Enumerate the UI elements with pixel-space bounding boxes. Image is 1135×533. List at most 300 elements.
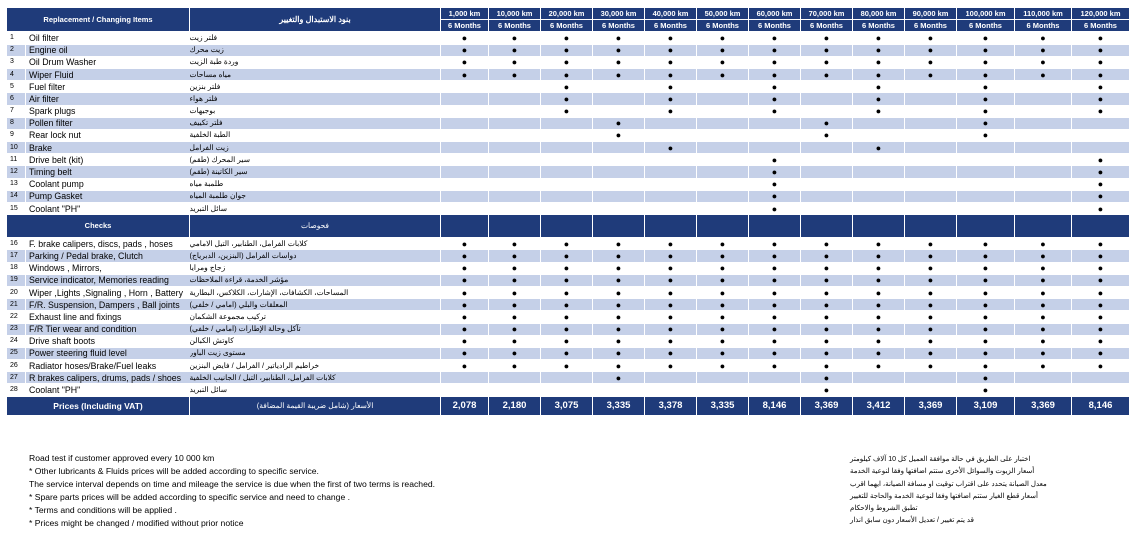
service-dot: ● [853,238,905,250]
months-header: 6 Months [853,20,905,32]
empty-cell [1015,129,1072,141]
item-name-ar: الطبة الخلفية [190,129,441,141]
empty-cell [801,166,853,178]
km-header: 1,000 km [441,8,489,20]
service-dot: ● [905,323,957,335]
service-dot: ● [957,81,1015,93]
row-number: 3 [7,56,26,68]
service-dot: ● [957,299,1015,311]
empty-cell [1015,154,1072,166]
service-dot: ● [853,347,905,359]
empty-cell [593,81,645,93]
row-number: 16 [7,238,26,250]
row-number: 5 [7,81,26,93]
months-header: 6 Months [489,20,541,32]
table-row [7,262,1130,274]
service-dot: ● [489,32,541,44]
empty-cell [1015,384,1072,396]
service-dot: ● [749,335,801,347]
table-row [7,56,1130,68]
service-dot: ● [905,44,957,56]
service-dot: ● [645,93,697,105]
empty-cell [749,372,801,384]
item-name-ar: فلتر تكييف [190,117,441,129]
service-dot: ● [801,347,853,359]
checks-header-body [7,215,1130,238]
row-number: 23 [7,323,26,335]
service-dot: ● [541,68,593,80]
service-dot: ● [441,347,489,359]
service-dot: ● [489,250,541,262]
item-name-ar: زيت محرك [190,44,441,56]
service-dot: ● [541,56,593,68]
service-dot: ● [697,238,749,250]
table-row [7,323,1130,335]
item-name-en: Engine oil [26,44,190,56]
months-header: 6 Months [645,20,697,32]
service-dot: ● [801,372,853,384]
service-dot: ● [645,274,697,286]
table-row [7,311,1130,323]
table-row [7,129,1130,141]
service-dot: ● [541,250,593,262]
empty-cell [489,166,541,178]
row-number: 25 [7,347,26,359]
prices-label-ar: الأسعار (شامل ضريبة القيمة المضافة) [190,396,441,415]
service-dot: ● [593,238,645,250]
empty-cell [489,372,541,384]
note-line: The service interval depends on time and mileage the service is due when the first of two terms is reached. [29,479,436,489]
item-name-en: Coolant "PH" [26,203,190,215]
table-row [7,190,1130,202]
empty-cell [489,190,541,202]
empty-cell [697,129,749,141]
row-number: 26 [7,360,26,372]
service-dot: ● [645,105,697,117]
table-row [7,335,1130,347]
service-dot: ● [441,68,489,80]
service-dot: ● [441,238,489,250]
service-dot: ● [1072,178,1130,190]
empty-cell [697,190,749,202]
service-dot: ● [441,286,489,298]
service-dot: ● [801,68,853,80]
empty-cell [697,142,749,154]
table-row [7,384,1130,396]
months-header: 6 Months [905,20,957,32]
empty-cell [957,178,1015,190]
service-dot: ● [697,262,749,274]
table-row [7,238,1130,250]
item-name-ar: فلتر هواء [190,93,441,105]
price-value: 8,146 [749,396,801,415]
service-dot: ● [905,32,957,44]
service-dot: ● [957,335,1015,347]
empty-cell [853,129,905,141]
service-dot: ● [905,360,957,372]
items-header-ar: بنود الاستبدال والتغيير [190,8,441,32]
empty-cell [541,166,593,178]
checks-header-ar: فحوصات [190,215,441,238]
table-row [7,32,1130,44]
service-dot: ● [489,335,541,347]
price-value: 3,369 [1015,396,1072,415]
empty-cell [801,190,853,202]
service-dot: ● [541,323,593,335]
km-header: 100,000 km [957,8,1015,20]
months-header: 6 Months [957,20,1015,32]
empty-cell [697,384,749,396]
service-dot: ● [489,323,541,335]
checks-header-row [7,215,1130,238]
item-name-en: Wiper ,Lights ,Signaling , Horn , Battery [26,286,190,298]
service-dot: ● [1015,238,1072,250]
service-dot: ● [1072,262,1130,274]
empty-cell [489,117,541,129]
item-name-en: F. brake calipers, discs, pads , hoses [26,238,190,250]
service-dot: ● [1015,56,1072,68]
item-name-en: Wiper Fluid [26,68,190,80]
item-name-en: Service indicator, Memories reading [26,274,190,286]
empty-cell [645,129,697,141]
table-row [7,44,1130,56]
service-dot: ● [645,68,697,80]
service-dot: ● [593,335,645,347]
header-row-km [7,8,1130,20]
empty-cell [441,203,489,215]
service-dot: ● [645,347,697,359]
service-dot: ● [1072,335,1130,347]
check-items-body [7,238,1130,396]
row-number: 10 [7,142,26,154]
note-line-ar: أسعار الزيوت والسوائل الأخرى ستتم اضافتها وفقا لنوعية الخدمة [850,468,1035,476]
empty-cell [697,166,749,178]
empty-cell [441,105,489,117]
service-dot: ● [645,81,697,93]
service-dot: ● [801,335,853,347]
service-dot: ● [645,238,697,250]
note-line: * Other lubricants & Fluids prices will be added according to specific service. [29,466,319,476]
service-dot: ● [749,32,801,44]
service-dot: ● [749,299,801,311]
empty-cell [541,142,593,154]
empty-cell [749,129,801,141]
item-name-en: Windows , Mirrors, [26,262,190,274]
empty-cell [489,93,541,105]
note-line-ar: أسعار قطع الغيار ستتم اضافتها وفقا لنوعية الخدمة والحاجة للتغيير [850,492,1038,500]
service-dot: ● [749,68,801,80]
row-number: 12 [7,166,26,178]
row-number: 7 [7,105,26,117]
service-dot: ● [541,286,593,298]
empty-cell [905,166,957,178]
table-row [7,154,1130,166]
service-dot: ● [489,274,541,286]
empty-cell [697,372,749,384]
service-dot: ● [697,250,749,262]
months-header: 6 Months [593,20,645,32]
price-value: 3,378 [645,396,697,415]
empty-cell [489,129,541,141]
service-dot: ● [697,274,749,286]
months-header: 6 Months [541,20,593,32]
service-dot: ● [801,299,853,311]
service-dot: ● [441,44,489,56]
table-row [7,372,1130,384]
note-line-ar: قد يتم تغيير / تعديل الأسعار دون سابق انذار [850,517,974,525]
empty-cell [905,93,957,105]
service-dot: ● [441,360,489,372]
empty-cell [441,117,489,129]
service-dot: ● [749,347,801,359]
table-row [7,286,1130,298]
price-value: 3,075 [541,396,593,415]
service-dot: ● [905,311,957,323]
service-dot: ● [749,203,801,215]
service-dot: ● [645,32,697,44]
item-name-ar: تركيب مجموعة الشكمان [190,311,441,323]
empty-cell [593,178,645,190]
table-row [7,142,1130,154]
service-dot: ● [1015,311,1072,323]
empty-cell [1015,105,1072,117]
service-dot: ● [1072,44,1130,56]
item-name-en: R brakes calipers, drums, pads / shoes [26,372,190,384]
service-dot: ● [697,286,749,298]
service-dot: ● [593,44,645,56]
service-dot: ● [541,238,593,250]
service-dot: ● [957,347,1015,359]
service-dot: ● [957,360,1015,372]
service-dot: ● [645,250,697,262]
empty-cell [593,384,645,396]
empty-cell [541,154,593,166]
service-dot: ● [749,81,801,93]
empty-cell [489,142,541,154]
note-line-ar: معدل الصيانة يتحدد على اقتراب توقيت او مسافة الصيانة، ايهما اقرب [850,480,1047,488]
empty-cell [489,178,541,190]
service-dot: ● [1015,347,1072,359]
empty-cell [1072,129,1130,141]
service-dot: ● [957,384,1015,396]
service-dot: ● [697,347,749,359]
empty-cell [441,166,489,178]
price-value: 3,369 [905,396,957,415]
empty-cell [441,154,489,166]
service-dot: ● [853,262,905,274]
item-name-ar: كلابات الفرامل، الطنابير، التيل الامامي [190,238,441,250]
empty-cell [541,372,593,384]
empty-cell [441,129,489,141]
service-dot: ● [441,32,489,44]
service-dot: ● [593,32,645,44]
note-line: * Terms and conditions will be applied . [29,505,177,515]
service-dot: ● [801,129,853,141]
items-header-en: Replacement / Changing Items [7,8,190,32]
months-header: 6 Months [441,20,489,32]
service-dot: ● [1072,81,1130,93]
service-dot: ● [593,299,645,311]
service-dot: ● [541,262,593,274]
service-dot: ● [1015,323,1072,335]
empty-cell [957,203,1015,215]
empty-cell [1015,142,1072,154]
service-dot: ● [801,384,853,396]
row-number: 24 [7,335,26,347]
empty-cell [905,117,957,129]
km-header: 60,000 km [749,8,801,20]
service-dot: ● [541,299,593,311]
service-dot: ● [645,311,697,323]
table-row [7,250,1130,262]
empty-cell [1015,372,1072,384]
service-dot: ● [489,56,541,68]
service-dot: ● [1015,286,1072,298]
service-dot: ● [489,311,541,323]
empty-cell [645,384,697,396]
service-dot: ● [853,32,905,44]
service-dot: ● [749,93,801,105]
service-dot: ● [905,68,957,80]
service-dot: ● [957,323,1015,335]
service-dot: ● [1072,347,1130,359]
empty-cell [905,190,957,202]
months-header: 6 Months [697,20,749,32]
note-line-ar: تطبق الشروط والاحكام [850,505,918,513]
km-header: 50,000 km [697,8,749,20]
item-name-en: F/R. Suspension, Dampers , Ball joints [26,299,190,311]
service-dot: ● [1072,286,1130,298]
service-dot: ● [905,299,957,311]
service-dot: ● [957,44,1015,56]
service-dot: ● [853,335,905,347]
table-row [7,347,1130,359]
service-dot: ● [489,262,541,274]
item-name-ar: تآكل وحالة الإطارات (امامي / خلفي) [190,323,441,335]
service-dot: ● [957,250,1015,262]
empty-cell [541,384,593,396]
service-dot: ● [905,238,957,250]
service-dot: ● [905,250,957,262]
service-dot: ● [957,117,1015,129]
service-dot: ● [853,81,905,93]
service-dot: ● [957,56,1015,68]
service-dot: ● [593,323,645,335]
service-dot: ● [957,274,1015,286]
service-dot: ● [593,129,645,141]
km-header: 70,000 km [801,8,853,20]
service-dot: ● [801,56,853,68]
empty-cell [853,154,905,166]
item-name-en: Brake [26,142,190,154]
service-dot: ● [801,238,853,250]
item-name-ar: طلمبة مياه [190,178,441,190]
service-dot: ● [1072,299,1130,311]
service-dot: ● [905,274,957,286]
row-number: 4 [7,68,26,80]
empty-cell [905,178,957,190]
item-name-ar: مياه مساحات [190,68,441,80]
item-name-ar: دواسات الفرامل (البنزين، الدبرياج) [190,250,441,262]
empty-cell [1015,166,1072,178]
service-dot: ● [1072,203,1130,215]
service-dot: ● [1072,166,1130,178]
prices-label-en: Prices (Including VAT) [7,396,190,415]
row-number: 11 [7,154,26,166]
empty-cell [853,372,905,384]
service-dot: ● [749,238,801,250]
empty-cell [593,203,645,215]
empty-cell [697,81,749,93]
service-dot: ● [957,286,1015,298]
replacement-items-body [7,32,1130,215]
item-name-ar: سائل التبريد [190,203,441,215]
service-dot: ● [489,286,541,298]
empty-cell [645,117,697,129]
empty-cell [905,81,957,93]
row-number: 22 [7,311,26,323]
empty-cell [905,372,957,384]
price-value: 2,078 [441,396,489,415]
km-header: 80,000 km [853,8,905,20]
service-dot: ● [1072,56,1130,68]
empty-cell [489,81,541,93]
empty-cell [1015,178,1072,190]
item-name-ar: مستوى زيت الباور [190,347,441,359]
service-dot: ● [645,323,697,335]
service-dot: ● [441,311,489,323]
service-dot: ● [489,360,541,372]
service-dot: ● [957,311,1015,323]
service-dot: ● [593,372,645,384]
service-dot: ● [749,56,801,68]
service-dot: ● [749,323,801,335]
service-dot: ● [645,360,697,372]
service-dot: ● [441,323,489,335]
row-number: 6 [7,93,26,105]
service-dot: ● [853,93,905,105]
service-dot: ● [489,44,541,56]
empty-cell [697,178,749,190]
service-dot: ● [541,32,593,44]
item-name-ar: سير المحرك (طقم) [190,154,441,166]
service-dot: ● [541,360,593,372]
empty-cell [853,178,905,190]
service-dot: ● [1015,32,1072,44]
empty-cell [1015,117,1072,129]
empty-cell [441,178,489,190]
price-value: 3,369 [801,396,853,415]
months-header: 6 Months [1072,20,1130,32]
empty-cell [489,105,541,117]
table-row [7,81,1130,93]
service-dot: ● [1015,68,1072,80]
service-dot: ● [1015,299,1072,311]
service-dot: ● [489,347,541,359]
service-dot: ● [801,323,853,335]
price-value: 3,412 [853,396,905,415]
empty-cell [801,142,853,154]
service-dot: ● [801,44,853,56]
empty-cell [905,129,957,141]
service-dot: ● [645,44,697,56]
service-dot: ● [1072,238,1130,250]
empty-cell [1015,81,1072,93]
price-value: 3,335 [593,396,645,415]
empty-cell [697,105,749,117]
empty-cell [441,190,489,202]
empty-cell [801,81,853,93]
